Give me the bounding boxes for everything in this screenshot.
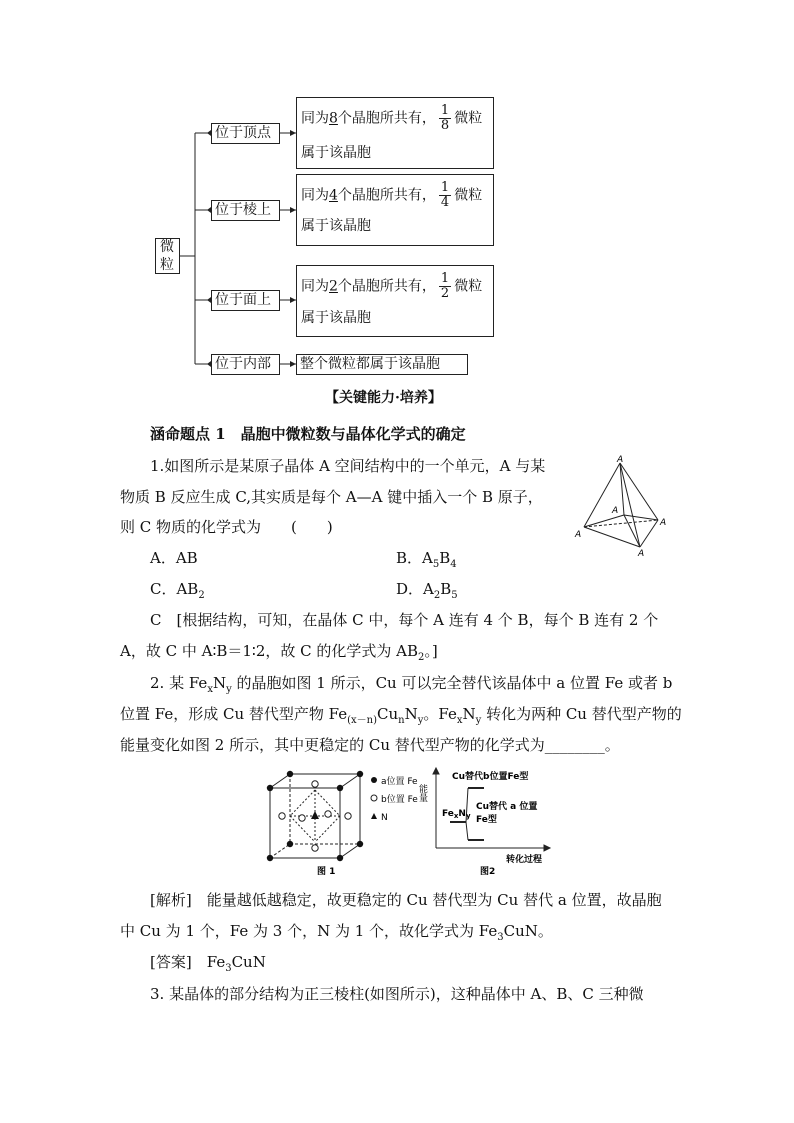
branch-desc-edge-line2: 属于该晶胞 — [301, 218, 371, 234]
q1-option-b: B．$A_5B_4$ — [396, 549, 457, 570]
q1-fig-label-bottom: A — [638, 549, 645, 559]
branch-label-face: 位于面上 — [215, 292, 271, 308]
q3-line1: 3. 某晶体的部分结构为正三棱柱(如图所示)，这种晶体中 A、B、C 三种微 — [150, 985, 644, 1003]
q2-line1: 2. 某 $Fe_xN_y$ 的晶胞如图 1 所示，Cu 可以完全替代该晶体中 a 位置 Fe 或者 b — [150, 674, 673, 695]
fig2-ylabel: 能量 — [417, 784, 427, 802]
fig1-legend-a: a位置 Fe — [381, 777, 418, 787]
q2-figure2-energy-diagram — [417, 766, 580, 878]
q1-fig-label-left: A — [575, 530, 582, 540]
fig2-caption: 图2 — [480, 867, 496, 877]
q1-line3: 则 C 物质的化学式为 ( ) — [120, 518, 333, 536]
diagram-root-char1: 微 — [160, 239, 174, 255]
q1-fig-label-center: A — [612, 506, 619, 516]
q1-answer-line2: A，故 C 中 A∶B＝1∶2，故 C 的化学式为 $AB_2$。] — [120, 642, 438, 663]
branch-desc-vertex-line1: 同为8个晶胞所共有， $\frac{1}{8}$ 微粒 — [301, 103, 483, 133]
q1-option-c: C．$AB_2$ — [150, 580, 205, 601]
q2-figure1-unit-cell — [262, 768, 422, 878]
branch-desc-face-line1: 同为2个晶胞所共有， $\frac{1}{2}$ 微粒 — [301, 271, 483, 301]
branch-label-edge: 位于棱上 — [215, 202, 271, 218]
branch-desc-edge-line1: 同为4个晶胞所共有， $\frac{1}{4}$ 微粒 — [301, 180, 483, 210]
fig2-mid-label1: Cu替代 a 位置 — [476, 802, 538, 812]
fig1-legend-n: N — [381, 813, 388, 823]
branch-label-interior: 位于内部 — [215, 356, 271, 372]
branch-label-vertex: 位于顶点 — [215, 125, 271, 141]
fig2-xlabel: 转化过程 — [506, 855, 543, 865]
branch-desc-vertex-line2: 属于该晶胞 — [301, 145, 371, 161]
fig2-start-label: $Fe_xN_y$ — [442, 809, 471, 820]
fig2-mid-label2: Fe型 — [476, 815, 497, 825]
q1-line2: 物质 B 反应生成 C,其实质是每个 A—A 键中插入一个 B 原子， — [120, 488, 543, 506]
branch-desc-face-line2: 属于该晶胞 — [301, 310, 371, 326]
fig1-legend-b: b位置 Fe — [381, 795, 418, 805]
q1-option-d: D．$A_2B_5$ — [396, 580, 458, 601]
section-title: 【关键能力·培养】 — [325, 390, 442, 406]
q1-tetrahedron-figure — [572, 455, 672, 560]
q1-fig-label-right: A — [660, 518, 667, 528]
diagram-root-char2: 粒 — [160, 257, 174, 273]
q2-analysis-line2: 中 Cu 为 1 个，Fe 为 3 个，N 为 1 个，故化学式为 $Fe_3CuN$。 — [120, 922, 553, 943]
q1-line1: 1.如图所示是某原子晶体 A 空间结构中的一个单元，A 与某 — [150, 457, 546, 475]
q2-line3: 能量变化如图 2 所示，其中更稳定的 Cu 替代型产物的化学式为________。 — [120, 736, 620, 754]
fig1-caption: 图 1 — [317, 867, 336, 877]
q1-answer-line1: C [根据结构，可知，在晶体 C 中，每个 A 连有 4 个 B，每个 B 连有 2 个 — [150, 611, 659, 629]
fig2-top-label: Cu替代b位置Fe型 — [452, 772, 529, 782]
branch-desc-interior: 整个微粒都属于该晶胞 — [300, 356, 440, 372]
q1-option-a: A．AB — [150, 549, 198, 567]
q2-answer: [答案] $Fe_3CuN$ — [150, 953, 266, 974]
q2-analysis-line1: [解析] 能量越低越稳定，故更稳定的 Cu 替代型为 Cu 替代 a 位置，故晶胞 — [150, 891, 662, 909]
q1-fig-label-top: A — [617, 455, 624, 465]
topic-heading: 涵命题点 1 晶胞中微粒数与晶体化学式的确定 — [150, 425, 466, 443]
q2-line2: 位置 Fe，形成 Cu 替代型产物 $Fe_{(x-n)}Cu_nN_y$。$Fe_xN_y$ 转化为两种 Cu 替代型产物的 — [120, 705, 682, 726]
